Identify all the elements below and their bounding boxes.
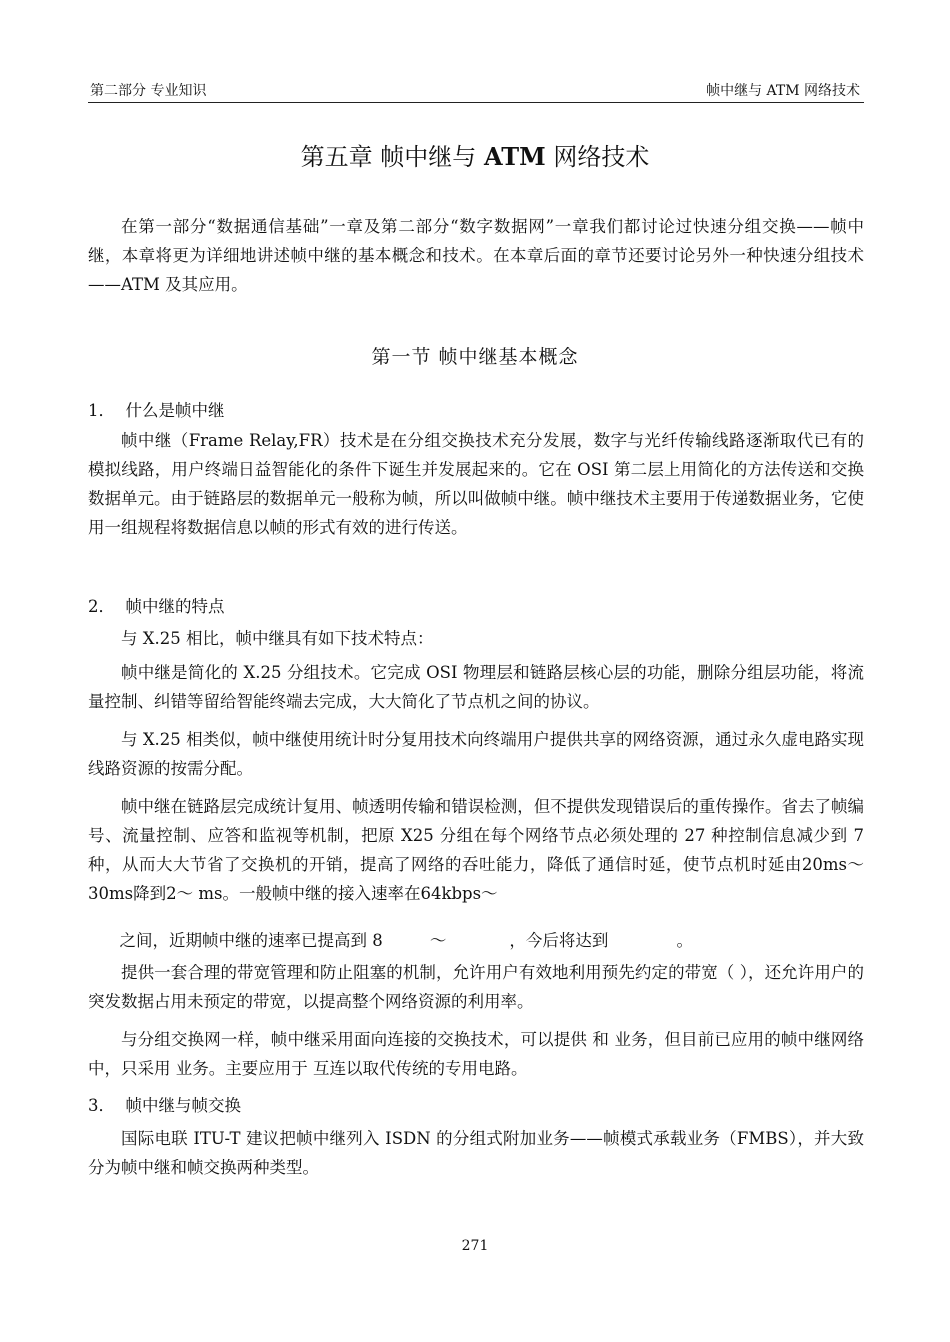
chapter-title-prefix: 第五章 帧中继与 [300,143,477,171]
heading-frame-relay-features: 2． 帧中继的特点 [88,597,225,616]
chapter-title-suffix: 网络技术 [553,143,650,171]
paragraph-access-rate-continuation: 之间，近期帧中继的速率已提高到 8 ～ ，今后将达到 。 [88,931,694,950]
paragraph-statistical-multiplexing: 与 X.25 相类似，帧中继使用统计时分复用技术向终端用户提供共享的网络资源，通过永久虚电路实现线路资源的按需分配。 [88,730,864,778]
paragraph-frame-relay-definition: 帧中继（Frame Relay,FR）技术是在分组交换技术充分发展，数字与光纤传输线路逐渐取代已有的模拟线路，用户终端日益智能化的条件下诞生并发展起来的。它在 OSI 第二层上用简化的方法传送和交换数据单元。由于链路层的数据单元一般称为帧，所以叫做帧中继。帧中继技术主要用于传递数据业务，它使用一组规程将数据信息以帧的形式有效的进行传送。 [88,431,864,537]
paragraph-connection-oriented: 与分组交换网一样，帧中继采用面向连接的交换技术，可以提供 和 业务，但目前已应用的帧中继网络中，只采用 业务。主要应用于 互连以取代传统的专用电路。 [88,1030,864,1078]
page-number: 271 [461,1238,489,1254]
chapter-title-atm: ATM [483,142,546,171]
heading-frame-relay-and-switching: 3． 帧中继与帧交换 [88,1096,241,1115]
paragraph-itu-t-recommendation: 国际电联 ITU-T 建议把帧中继列入 ISDN 的分组式附加业务——帧模式承载业务（FMBS），并大致分为帧中继和帧交换两种类型。 [88,1129,864,1177]
paragraph-bandwidth-management: 提供一套合理的带宽管理和防止阻塞的机制，允许用户有效地利用预先约定的带宽（ ），还允许用户的突发数据占用未预定的带宽，以提高整个网络资源的利用率。 [88,963,864,1011]
header-chapter-label: 帧中继与 ATM 网络技术 [706,83,860,99]
running-header [88,80,864,103]
paragraph-simplified-x25: 帧中继是简化的 X.25 分组技术。它完成 OSI 物理层和链路层核心层的功能，删除分组层功能，将流量控制、纠错等留给智能终端去完成，大大简化了节点机之间的协议。 [88,663,864,711]
heading-what-is-frame-relay: 1． 什么是帧中继 [88,401,225,420]
intro-paragraph: 在第一部分“数据通信基础”一章及第二部分“数字数据网”一章我们都讨论过快速分组交换——帧中继，本章将更为详细地讲述帧中继的基本概念和技术。在本章后面的章节还要讨论另外一种快速分组技术——ATM 及其应用。 [88,217,864,294]
paragraph-features-intro: 与 X.25 相比，帧中继具有如下技术特点： [121,629,434,648]
chapter-title [0,140,950,174]
header-part-label: 第二部分 专业知识 [90,83,207,99]
paragraph-link-layer-functions: 帧中继在链路层完成统计复用、帧透明传输和错误检测，但不提供发现错误后的重传操作。省去了帧编号、流量控制、应答和监视等机制，把原 X25 分组在每个网络节点必须处理的 27 种控制信息减少到 7 种，从而大大节省了交换机的开销，提高了网络的吞吐能力，降低了通信时延，使节点机时延由20ms～30ms降到2～ ms。一般帧中继的接入速率在64kbps～ [88,797,864,903]
section-title: 第一节 帧中继基本概念 [371,346,579,368]
